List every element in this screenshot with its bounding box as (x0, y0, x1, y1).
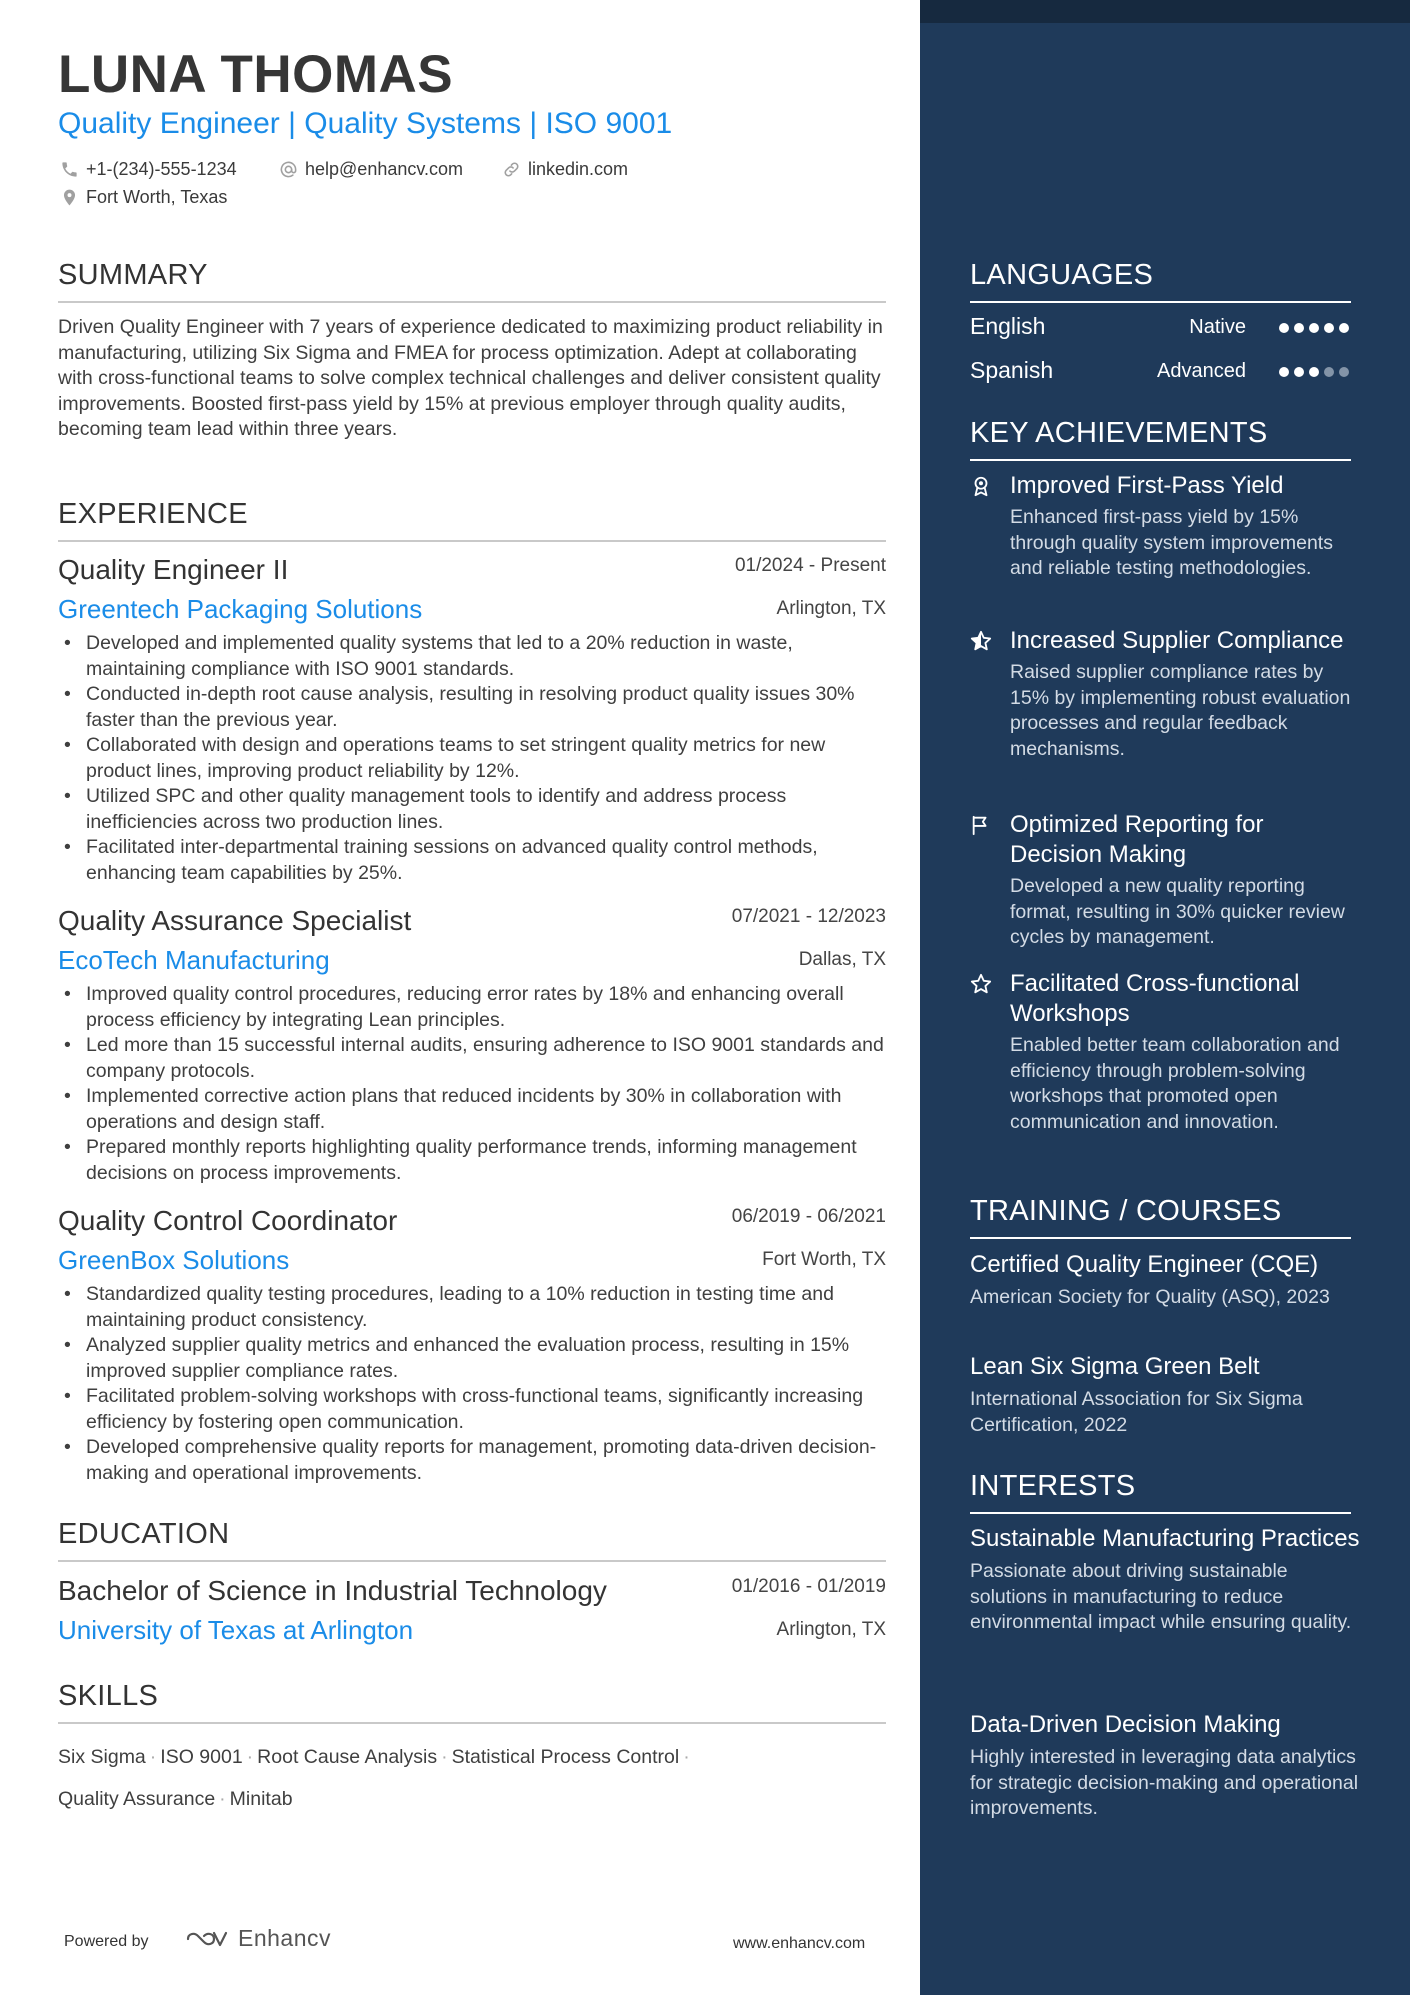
contact-email[interactable] (279, 159, 463, 180)
bullet-item: • Conducted in-depth root cause analysis, resulting in resolving product quality issues 30% faster than the previous year. (58, 682, 886, 733)
language-level: Advanced (1157, 360, 1246, 382)
language-rating (1279, 323, 1349, 333)
bullet-item: • Facilitated inter-departmental training sessions on advanced quality control methods, enhancing team capabilities by 25%. (58, 835, 886, 886)
rating-dot-filled (1279, 323, 1289, 333)
bullet-item: • Collaborated with design and operations teams to set stringent quality metrics for new product lines, improving product reliability by 12%. (58, 733, 886, 784)
bullet-item: • Standardized quality testing procedures, leading to a 10% reduction in testing time and maintaining product consistency. (58, 1282, 886, 1333)
achievement-item (970, 969, 1360, 1135)
linkedin-text: linkedin.com (528, 159, 629, 179)
degree-title: Bachelor of Science in Industrial Technology (58, 1575, 607, 1606)
training-item (970, 1250, 1360, 1311)
link-icon (502, 160, 521, 179)
bullet-item: • Prepared monthly reports highlighting quality performance trends, informing management decisions on process improvements. (58, 1135, 886, 1186)
bullet-item: • Developed and implemented quality systems that led to a 20% reduction in waste, maintaining compliance with ISO 9001 standards. (58, 631, 886, 682)
job-title: Quality Assurance Specialist (58, 905, 412, 936)
skill-item: Statistical Process Control (451, 1746, 680, 1768)
rating-dot-filled (1309, 323, 1319, 333)
languages-heading: LANGUAGES (970, 258, 1351, 303)
job-dates: 07/2021 - 12/2023 (731, 906, 886, 927)
phone-icon (60, 160, 79, 179)
bullet-item: • Developed comprehensive quality reports for management, promoting data-driven decision-making and operational improvements. (58, 1435, 886, 1486)
job-company: GreenBox Solutions (58, 1245, 290, 1275)
at-icon (279, 160, 298, 179)
job-location: Fort Worth, TX (762, 1249, 886, 1270)
rating-dot-empty (1324, 367, 1334, 377)
skill-separator: · (683, 1746, 690, 1768)
language-name: English (970, 313, 1046, 339)
location-pin-icon (60, 188, 79, 207)
job-entry (58, 1204, 886, 1486)
enhancv-brand-text: Enhancv (238, 1925, 332, 1951)
job-dates: 06/2019 - 06/2021 (731, 1206, 886, 1227)
training-desc: American Society for Quality (ASQ), 2023 (970, 1286, 1330, 1308)
skill-separator: · (441, 1746, 448, 1768)
interest-title: Data-Driven Decision Making (970, 1711, 1281, 1738)
achievement-title: Optimized Reporting for Decision Making (1010, 811, 1264, 868)
training-title: Lean Six Sigma Green Belt (970, 1353, 1260, 1380)
achievement-title: Increased Supplier Compliance (1010, 627, 1344, 654)
training-title: Certified Quality Engineer (CQE) (970, 1251, 1319, 1278)
education-entry (58, 1574, 886, 1646)
skill-item: Six Sigma (58, 1746, 146, 1768)
bullet-item: • Analyzed supplier quality metrics and enhanced the evaluation process, resulting in 15% improved supplier compliance rates. (58, 1333, 886, 1384)
school-name: University of Texas at Arlington (58, 1615, 414, 1645)
headline: Quality Engineer | Quality Systems | ISO 9001 (58, 107, 673, 140)
job-location: Dallas, TX (798, 949, 886, 970)
bullet-item: • Implemented corrective action plans that reduced incidents by 30% in collaboration with operations and design staff. (58, 1084, 886, 1135)
interests-heading: INTERESTS (970, 1469, 1351, 1514)
job-bullets (58, 1282, 886, 1486)
flag-icon (970, 814, 992, 836)
sidebar (920, 0, 1410, 1995)
powered-by-label: Powered by (64, 1933, 149, 1950)
education-location: Arlington, TX (776, 1619, 886, 1640)
rating-dot-filled (1309, 367, 1319, 377)
achievement-item (970, 626, 1360, 762)
star-icon (970, 973, 992, 995)
training-desc: International Association for Six Sigma Certification, 2022 (970, 1388, 1303, 1436)
skill-separator: · (219, 1788, 226, 1810)
rating-dot-filled (1279, 367, 1289, 377)
enhancv-logo[interactable] (184, 1925, 331, 1952)
skill-separator: · (246, 1746, 254, 1768)
achievement-desc: Enhanced first-pass yield by 15% through quality system improvements and reliable testing methodologies. (1010, 506, 1333, 579)
achievement-desc: Raised supplier compliance rates by 15% by implementing robust evaluation processes and regular feedback mechanisms. (1010, 661, 1351, 760)
interest-item (970, 1524, 1360, 1636)
language-name: Spanish (970, 357, 1054, 383)
skills-list (58, 1736, 878, 1820)
interest-desc: Highly interested in leveraging data analytics for strategic decision-making and operational improvements. (970, 1746, 1359, 1819)
star-half-icon (970, 630, 992, 652)
language-row (970, 313, 1351, 343)
achievement-item (970, 471, 1360, 582)
job-dates: 01/2024 - Present (734, 555, 886, 576)
language-level: Native (1189, 316, 1246, 338)
rating-dot-filled (1294, 323, 1304, 333)
contact-linkedin[interactable] (502, 159, 628, 180)
enhancv-logo-icon (184, 1927, 230, 1951)
job-title: Quality Engineer II (58, 554, 289, 585)
rating-dot-filled (1324, 323, 1334, 333)
job-bullets (58, 982, 886, 1186)
training-heading: TRAINING / COURSES (970, 1194, 1351, 1239)
interest-item (970, 1710, 1360, 1822)
language-rating (1279, 367, 1349, 377)
skills-heading: SKILLS (58, 1679, 886, 1724)
achievement-desc: Developed a new quality reporting format, resulting in 30% quicker review cycles by management. (1010, 875, 1345, 948)
rating-dot-empty (1339, 367, 1349, 377)
footer-url[interactable]: www.enhancv.com (733, 1935, 866, 1952)
location-text: Fort Worth, Texas (86, 187, 228, 207)
rating-dot-filled (1294, 367, 1304, 377)
language-row (970, 357, 1351, 387)
phone-text: +1-(234)-555-1234 (86, 159, 237, 179)
skill-item: Root Cause Analysis (257, 1746, 438, 1768)
skill-item: Minitab (229, 1788, 293, 1810)
skill-item: Quality Assurance (58, 1788, 216, 1810)
bullet-item: • Utilized SPC and other quality management tools to identify and address process inefficiencies across two production lines. (58, 784, 886, 835)
achievement-desc: Enabled better team collaboration and efficiency through problem-solving workshops that promoted open communication and innovation. (1010, 1034, 1340, 1133)
bullet-item: • Led more than 15 successful internal audits, ensuring adherence to ISO 9001 standards and company protocols. (58, 1033, 886, 1084)
contact-location (60, 187, 227, 208)
summary-text: Driven Quality Engineer with 7 years of experience dedicated to maximizing product reliability in manufacturing, utilizing Six Sigma and FMEA for process optimization. Adept at collaborating with cross-functional teams to solve complex technical challenges and deliver consistent quality improvements. Boosted first-pass yield by 15% at previous employer through quality audits, becoming team lead within three years. (58, 316, 883, 440)
job-company: EcoTech Manufacturing (58, 945, 330, 975)
job-entry (58, 553, 886, 886)
skill-separator: · (149, 1746, 157, 1768)
bullet-item: • Improved quality control procedures, reducing error rates by 18% and enhancing overall process efficiency by integrating Lean principles. (58, 982, 886, 1033)
bullet-item: • Facilitated problem-solving workshops with cross-functional teams, significantly increasing efficiency by fostering open communication. (58, 1384, 886, 1435)
email-text: help@enhancv.com (305, 159, 464, 179)
achievement-title: Improved First-Pass Yield (1010, 472, 1284, 499)
achievement-item (970, 810, 1360, 951)
rating-dot-filled (1339, 323, 1349, 333)
achievements-heading: KEY ACHIEVEMENTS (970, 416, 1351, 461)
summary-heading: SUMMARY (58, 258, 886, 303)
job-company: Greentech Packaging Solutions (58, 594, 423, 624)
education-dates: 01/2016 - 01/2019 (731, 1576, 886, 1597)
ribbon-icon (970, 475, 992, 497)
job-bullets (58, 631, 886, 886)
achievement-title: Facilitated Cross-functional Workshops (1010, 970, 1300, 1027)
job-entry (58, 904, 886, 1186)
education-heading: EDUCATION (58, 1517, 886, 1562)
interest-desc: Passionate about driving sustainable solutions in manufacturing to reduce environmental impact while ensuring quality. (970, 1560, 1352, 1633)
skill-item: ISO 9001 (160, 1746, 243, 1768)
candidate-name: LUNA THOMAS (58, 45, 454, 104)
experience-heading: EXPERIENCE (58, 497, 886, 542)
training-item (970, 1352, 1360, 1438)
contact-phone[interactable] (60, 159, 237, 180)
job-location: Arlington, TX (776, 598, 886, 619)
job-title: Quality Control Coordinator (58, 1205, 398, 1236)
sidebar-top-bar (920, 0, 1410, 23)
interest-title: Sustainable Manufacturing Practices (970, 1525, 1360, 1552)
